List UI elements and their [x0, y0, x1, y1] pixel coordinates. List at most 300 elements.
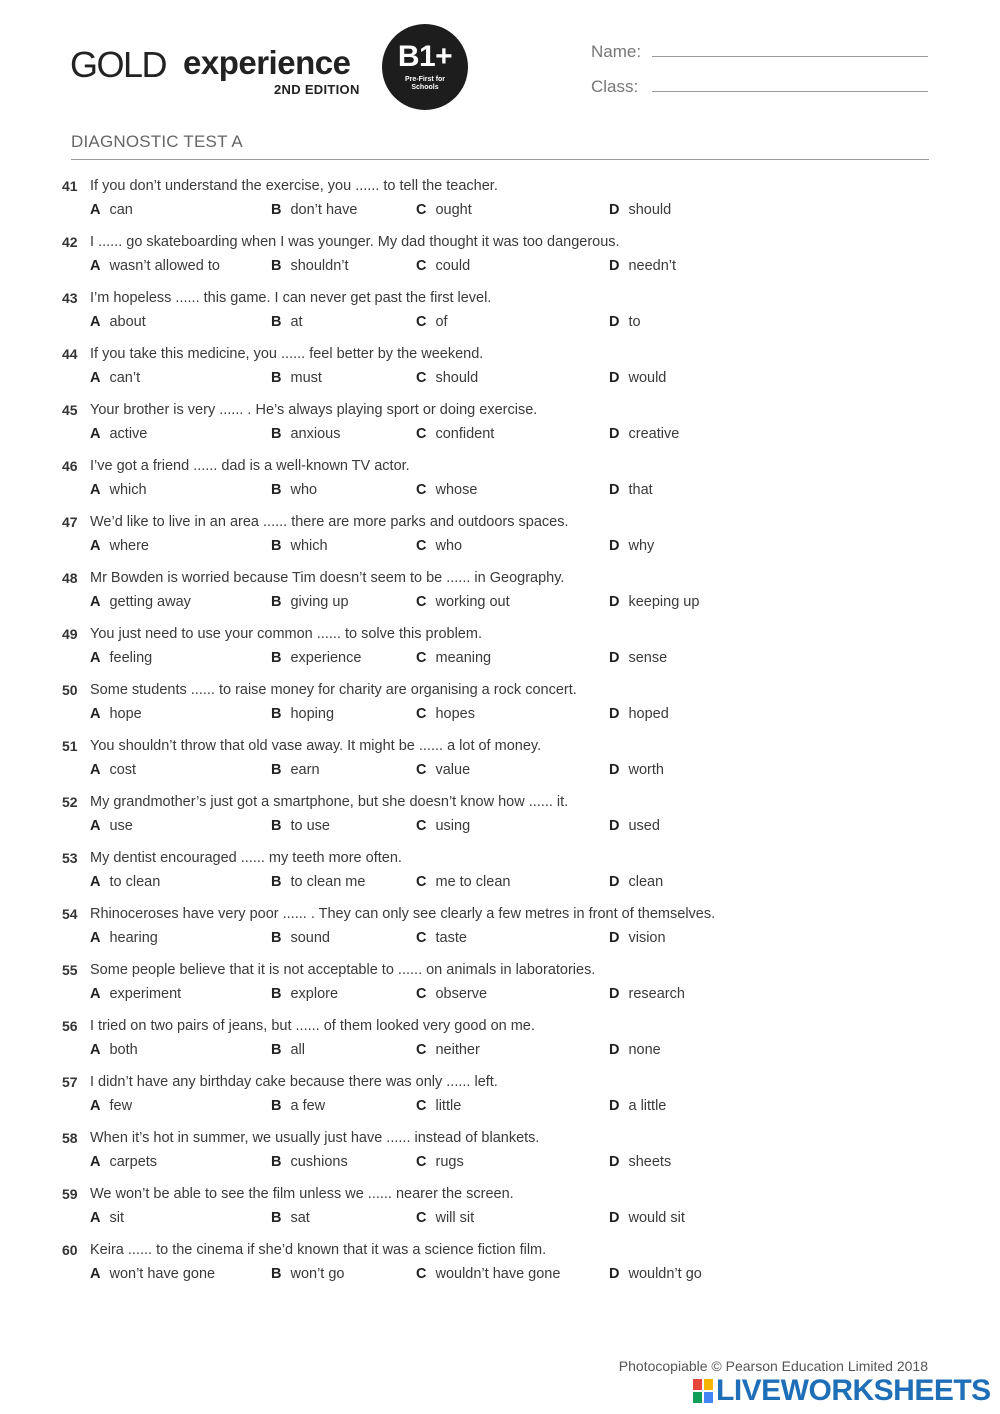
option-d[interactable]	[609, 818, 660, 834]
question-item	[0, 736, 1000, 792]
option-letter: A	[90, 1042, 101, 1058]
test-title: DIAGNOSTIC TEST A	[71, 132, 243, 151]
option-text: hoped	[628, 706, 669, 722]
question-number: 44	[62, 346, 78, 362]
option-letter: C	[416, 650, 427, 666]
option-a[interactable]	[90, 258, 220, 274]
option-letter: D	[609, 706, 620, 722]
option-d[interactable]	[609, 1098, 666, 1114]
question-item	[0, 232, 1000, 288]
option-text: wasn’t allowed to	[109, 258, 220, 274]
option-letter: D	[609, 1210, 620, 1226]
option-letter: B	[271, 1042, 282, 1058]
option-text: whose	[435, 482, 478, 498]
question-text: My grandmother’s just got a smartphone, but she doesn’t know how ...... it.	[90, 794, 569, 810]
option-letter: D	[609, 818, 620, 834]
option-d[interactable]	[609, 314, 641, 330]
option-c[interactable]	[416, 1266, 560, 1282]
option-letter: D	[609, 538, 620, 554]
option-letter: D	[609, 1154, 620, 1170]
question-text: We’d like to live in an area ...... there are more parks and outdoors spaces.	[90, 514, 569, 530]
option-text: would	[628, 370, 667, 386]
option-text: vision	[628, 930, 666, 946]
option-d[interactable]	[609, 706, 669, 722]
option-text: to clean me	[290, 874, 366, 890]
option-letter: C	[416, 706, 427, 722]
option-d[interactable]	[609, 930, 666, 946]
option-d[interactable]	[609, 650, 667, 666]
option-b[interactable]	[271, 930, 330, 946]
option-letter: B	[271, 706, 282, 722]
question-number: 43	[62, 290, 78, 306]
option-a[interactable]	[90, 202, 133, 218]
question-number: 57	[62, 1074, 78, 1090]
option-letter: A	[90, 762, 101, 778]
option-letter: D	[609, 762, 620, 778]
option-text: value	[435, 762, 471, 778]
option-letter: A	[90, 314, 101, 330]
option-text: carpets	[109, 1154, 158, 1170]
option-b[interactable]	[271, 1154, 348, 1170]
option-letter: D	[609, 258, 620, 274]
question-item	[0, 848, 1000, 904]
edition-label: 2ND EDITION	[274, 82, 360, 97]
option-b[interactable]	[271, 1210, 310, 1226]
option-text: should	[628, 202, 672, 218]
option-text: will sit	[435, 1210, 475, 1226]
option-b[interactable]	[271, 1042, 305, 1058]
option-letter: B	[271, 650, 282, 666]
option-d[interactable]	[609, 258, 676, 274]
option-text: to clean	[109, 874, 161, 890]
logo-gold: GOLD	[70, 44, 167, 85]
option-letter: A	[90, 706, 101, 722]
option-letter: A	[90, 930, 101, 946]
option-letter: C	[416, 370, 427, 386]
option-text: experience	[290, 650, 362, 666]
option-text: worth	[628, 762, 664, 778]
option-text: active	[109, 426, 148, 442]
option-letter: B	[271, 1210, 282, 1226]
option-letter: B	[271, 202, 282, 218]
option-c[interactable]	[416, 1042, 480, 1058]
question-text: I ...... go skateboarding when I was younger. My dad thought it was too dangerous.	[90, 234, 620, 250]
question-number: 60	[62, 1242, 78, 1258]
option-letter: B	[271, 538, 282, 554]
option-text: giving up	[290, 594, 349, 610]
question-text: Your brother is very ...... . He’s always playing sport or doing exercise.	[90, 402, 538, 418]
option-letter: B	[271, 930, 282, 946]
question-text: My dentist encouraged ...... my teeth more often.	[90, 850, 402, 866]
option-a[interactable]	[90, 426, 147, 442]
option-letter: D	[609, 426, 620, 442]
option-text: both	[109, 1042, 138, 1058]
option-c[interactable]	[416, 314, 448, 330]
option-a[interactable]	[90, 986, 181, 1002]
name-field[interactable]	[652, 56, 928, 57]
option-text: must	[290, 370, 322, 386]
option-text: sat	[290, 1210, 310, 1226]
option-b[interactable]	[271, 986, 338, 1002]
option-b[interactable]	[271, 1266, 345, 1282]
option-text: confident	[435, 426, 495, 442]
option-letter: C	[416, 874, 427, 890]
option-text: to use	[290, 818, 330, 834]
option-text: few	[109, 1098, 133, 1114]
option-letter: D	[609, 370, 620, 386]
option-c[interactable]	[416, 930, 467, 946]
option-text: won’t go	[290, 1266, 345, 1282]
option-text: keeping up	[628, 594, 700, 610]
option-letter: D	[609, 930, 620, 946]
option-a[interactable]	[90, 370, 140, 386]
option-b[interactable]	[271, 370, 322, 386]
option-text: observe	[435, 986, 488, 1002]
question-item	[0, 568, 1000, 624]
option-letter: C	[416, 1042, 427, 1058]
question-text: If you don’t understand the exercise, you ...... to tell the teacher.	[90, 178, 498, 194]
option-letter: C	[416, 594, 427, 610]
option-text: anxious	[290, 426, 341, 442]
option-letter: B	[271, 986, 282, 1002]
option-a[interactable]	[90, 594, 191, 610]
option-letter: A	[90, 482, 101, 498]
question-item	[0, 512, 1000, 568]
option-letter: A	[90, 1098, 101, 1114]
question-number: 42	[62, 234, 78, 250]
question-number: 46	[62, 458, 78, 474]
question-number: 51	[62, 738, 78, 754]
option-text: clean	[628, 874, 664, 890]
option-text: working out	[435, 594, 510, 610]
option-text: needn’t	[628, 258, 677, 274]
question-text: I’m hopeless ...... this game. I can never get past the first level.	[90, 290, 492, 306]
option-letter: B	[271, 314, 282, 330]
option-letter: A	[90, 1210, 101, 1226]
option-d[interactable]	[609, 1154, 671, 1170]
option-letter: C	[416, 1210, 427, 1226]
option-text: earn	[290, 762, 320, 778]
option-text: experiment	[109, 986, 182, 1002]
option-letter: C	[416, 930, 427, 946]
question-number: 50	[62, 682, 78, 698]
option-letter: B	[271, 426, 282, 442]
option-text: taste	[435, 930, 467, 946]
question-item	[0, 456, 1000, 512]
page-header	[0, 0, 1000, 170]
copyright-notice: Photocopiable © Pearson Education Limited 2018	[618, 1358, 928, 1374]
option-text: don’t have	[290, 202, 358, 218]
question-number: 45	[62, 402, 78, 418]
option-text: about	[109, 314, 146, 330]
option-c[interactable]	[416, 370, 478, 386]
option-letter: C	[416, 1154, 427, 1170]
question-item	[0, 1184, 1000, 1240]
liveworksheets-icon	[692, 1378, 714, 1404]
question-item	[0, 1240, 1000, 1296]
option-c[interactable]	[416, 1154, 464, 1170]
option-letter: A	[90, 1266, 101, 1282]
option-letter: B	[271, 1154, 282, 1170]
option-a[interactable]	[90, 1266, 215, 1282]
question-text: I tried on two pairs of jeans, but ...... of them looked very good on me.	[90, 1018, 535, 1034]
option-text: meaning	[435, 650, 492, 666]
question-item	[0, 680, 1000, 736]
class-label: Class:	[591, 77, 639, 96]
option-c[interactable]	[416, 650, 491, 666]
header-divider	[71, 159, 929, 160]
question-number: 55	[62, 962, 78, 978]
question-number: 56	[62, 1018, 78, 1034]
option-text: sense	[628, 650, 668, 666]
option-letter: D	[609, 482, 620, 498]
question-number: 53	[62, 850, 78, 866]
option-text: can	[109, 202, 133, 218]
option-c[interactable]	[416, 706, 475, 722]
option-text: use	[109, 818, 133, 834]
question-list	[0, 176, 1000, 1296]
option-text: shouldn’t	[290, 258, 349, 274]
question-number: 54	[62, 906, 78, 922]
option-c[interactable]	[416, 426, 494, 442]
liveworksheets-wordmark: LIVEWORKSHEETS	[716, 1374, 991, 1407]
option-text: should	[435, 370, 479, 386]
question-text: I’ve got a friend ...... dad is a well-known TV actor.	[90, 458, 410, 474]
level-subtitle: Pre-First for Schools	[404, 76, 446, 91]
option-text: wouldn’t have gone	[435, 1266, 561, 1282]
option-letter: A	[90, 874, 101, 890]
option-letter: C	[416, 986, 427, 1002]
option-a[interactable]	[90, 874, 160, 890]
question-number: 49	[62, 626, 78, 642]
option-d[interactable]	[609, 594, 699, 610]
question-number: 47	[62, 514, 78, 530]
option-text: none	[628, 1042, 661, 1058]
option-text: all	[290, 1042, 305, 1058]
question-text: I didn’t have any birthday cake because there was only ...... left.	[90, 1074, 498, 1090]
option-letter: B	[271, 1266, 282, 1282]
option-letter: D	[609, 874, 620, 890]
option-text: who	[290, 482, 318, 498]
option-letter: C	[416, 314, 427, 330]
option-letter: C	[416, 426, 427, 442]
option-letter: A	[90, 818, 101, 834]
option-letter: B	[271, 482, 282, 498]
option-letter: D	[609, 986, 620, 1002]
option-letter: C	[416, 1098, 427, 1114]
option-text: hope	[109, 706, 142, 722]
option-text: explore	[290, 986, 339, 1002]
option-d[interactable]	[609, 1042, 661, 1058]
option-letter: A	[90, 650, 101, 666]
option-a[interactable]	[90, 650, 152, 666]
option-a[interactable]	[90, 1098, 132, 1114]
option-letter: D	[609, 1266, 620, 1282]
option-c[interactable]	[416, 818, 470, 834]
option-c[interactable]	[416, 594, 510, 610]
option-b[interactable]	[271, 594, 349, 610]
option-text: sheets	[628, 1154, 672, 1170]
option-text: cushions	[290, 1154, 348, 1170]
option-text: hoping	[290, 706, 335, 722]
question-item	[0, 624, 1000, 680]
option-b[interactable]	[271, 202, 357, 218]
option-d[interactable]	[609, 482, 653, 498]
option-text: neither	[435, 1042, 480, 1058]
option-text: feeling	[109, 650, 153, 666]
option-text: can’t	[109, 370, 141, 386]
option-text: of	[435, 314, 448, 330]
option-text: me to clean	[435, 874, 511, 890]
option-c[interactable]	[416, 258, 470, 274]
option-text: a little	[628, 1098, 667, 1114]
option-letter: A	[90, 370, 101, 386]
option-text: to	[628, 314, 641, 330]
class-field[interactable]	[652, 91, 928, 92]
option-text: why	[628, 538, 655, 554]
question-item	[0, 960, 1000, 1016]
option-text: ought	[435, 202, 472, 218]
option-d[interactable]	[609, 370, 666, 386]
option-c[interactable]	[416, 1098, 461, 1114]
option-text: which	[290, 538, 328, 554]
question-text: We won’t be able to see the film unless we ...... nearer the screen.	[90, 1186, 514, 1202]
option-letter: A	[90, 538, 101, 554]
option-d[interactable]	[609, 1210, 685, 1226]
question-item	[0, 792, 1000, 848]
option-text: cost	[109, 762, 137, 778]
question-number: 52	[62, 794, 78, 810]
question-text: When it’s hot in summer, we usually just have ...... instead of blankets.	[90, 1130, 540, 1146]
option-letter: A	[90, 594, 101, 610]
option-text: little	[435, 1098, 462, 1114]
option-d[interactable]	[609, 426, 679, 442]
question-text: You just need to use your common ...... to solve this problem.	[90, 626, 482, 642]
option-text: sound	[290, 930, 330, 946]
option-a[interactable]	[90, 1210, 124, 1226]
option-a[interactable]	[90, 482, 147, 498]
option-letter: B	[271, 818, 282, 834]
option-text: a few	[290, 1098, 326, 1114]
option-a[interactable]	[90, 538, 149, 554]
option-d[interactable]	[609, 538, 654, 554]
option-b[interactable]	[271, 762, 320, 778]
option-letter: D	[609, 1098, 620, 1114]
question-text: Some people believe that it is not acceptable to ...... on animals in laboratories.	[90, 962, 596, 978]
option-b[interactable]	[271, 426, 340, 442]
option-text: hopes	[435, 706, 475, 722]
option-text: rugs	[435, 1154, 464, 1170]
option-letter: C	[416, 202, 427, 218]
question-item	[0, 288, 1000, 344]
question-text: You shouldn’t throw that old vase away. It might be ...... a lot of money.	[90, 738, 542, 754]
level-badge	[382, 24, 468, 110]
option-letter: D	[609, 594, 620, 610]
option-c[interactable]	[416, 538, 462, 554]
question-item	[0, 904, 1000, 960]
option-c[interactable]	[416, 986, 487, 1002]
logo-experience: experience	[183, 44, 351, 81]
option-text: at	[290, 314, 303, 330]
option-text: creative	[628, 426, 680, 442]
option-letter: C	[416, 482, 427, 498]
option-b[interactable]	[271, 258, 349, 274]
question-item	[0, 344, 1000, 400]
option-letter: A	[90, 202, 101, 218]
option-a[interactable]	[90, 762, 136, 778]
question-text: Keira ...... to the cinema if she’d known that it was a science fiction film.	[90, 1242, 547, 1258]
option-d[interactable]	[609, 1266, 702, 1282]
option-a[interactable]	[90, 818, 133, 834]
question-text: If you take this medicine, you ...... feel better by the weekend.	[90, 346, 484, 362]
question-item	[0, 1016, 1000, 1072]
option-letter: B	[271, 762, 282, 778]
option-c[interactable]	[416, 202, 472, 218]
option-text: using	[435, 818, 471, 834]
option-a[interactable]	[90, 706, 142, 722]
option-b[interactable]	[271, 314, 303, 330]
option-d[interactable]	[609, 202, 671, 218]
option-b[interactable]	[271, 482, 317, 498]
option-c[interactable]	[416, 874, 510, 890]
option-c[interactable]	[416, 762, 470, 778]
option-c[interactable]	[416, 1210, 474, 1226]
option-text: wouldn’t go	[628, 1266, 702, 1282]
option-b[interactable]	[271, 538, 328, 554]
option-letter: D	[609, 650, 620, 666]
option-letter: D	[609, 1042, 620, 1058]
option-b[interactable]	[271, 650, 361, 666]
option-text: where	[109, 538, 149, 554]
question-item	[0, 1128, 1000, 1184]
question-item	[0, 400, 1000, 456]
option-letter: A	[90, 258, 101, 274]
option-text: hearing	[109, 930, 158, 946]
question-text: Some students ...... to raise money for charity are organising a rock concert.	[90, 682, 577, 698]
option-d[interactable]	[609, 986, 685, 1002]
question-item	[0, 176, 1000, 232]
option-d[interactable]	[609, 874, 663, 890]
option-text: could	[435, 258, 471, 274]
option-d[interactable]	[609, 762, 664, 778]
option-c[interactable]	[416, 482, 477, 498]
option-a[interactable]	[90, 1042, 138, 1058]
option-text: getting away	[109, 594, 191, 610]
option-text: would sit	[628, 1210, 685, 1226]
question-text: Mr Bowden is worried because Tim doesn’t seem to be ...... in Geography.	[90, 570, 565, 586]
option-b[interactable]	[271, 1098, 325, 1114]
option-letter: D	[609, 314, 620, 330]
level-text: B1+	[397, 40, 453, 73]
option-b[interactable]	[271, 818, 330, 834]
option-text: research	[628, 986, 685, 1002]
option-b[interactable]	[271, 874, 365, 890]
option-text: used	[628, 818, 660, 834]
option-a[interactable]	[90, 314, 146, 330]
question-number: 58	[62, 1130, 78, 1146]
option-letter: C	[416, 538, 427, 554]
option-letter: D	[609, 202, 620, 218]
option-a[interactable]	[90, 1154, 157, 1170]
option-a[interactable]	[90, 930, 158, 946]
option-letter: B	[271, 1098, 282, 1114]
option-letter: B	[271, 370, 282, 386]
option-letter: C	[416, 818, 427, 834]
question-text: Rhinoceroses have very poor ...... . They can only see clearly a few metres in front of themselves.	[90, 906, 716, 922]
option-letter: C	[416, 1266, 427, 1282]
option-b[interactable]	[271, 706, 334, 722]
option-letter: A	[90, 1154, 101, 1170]
